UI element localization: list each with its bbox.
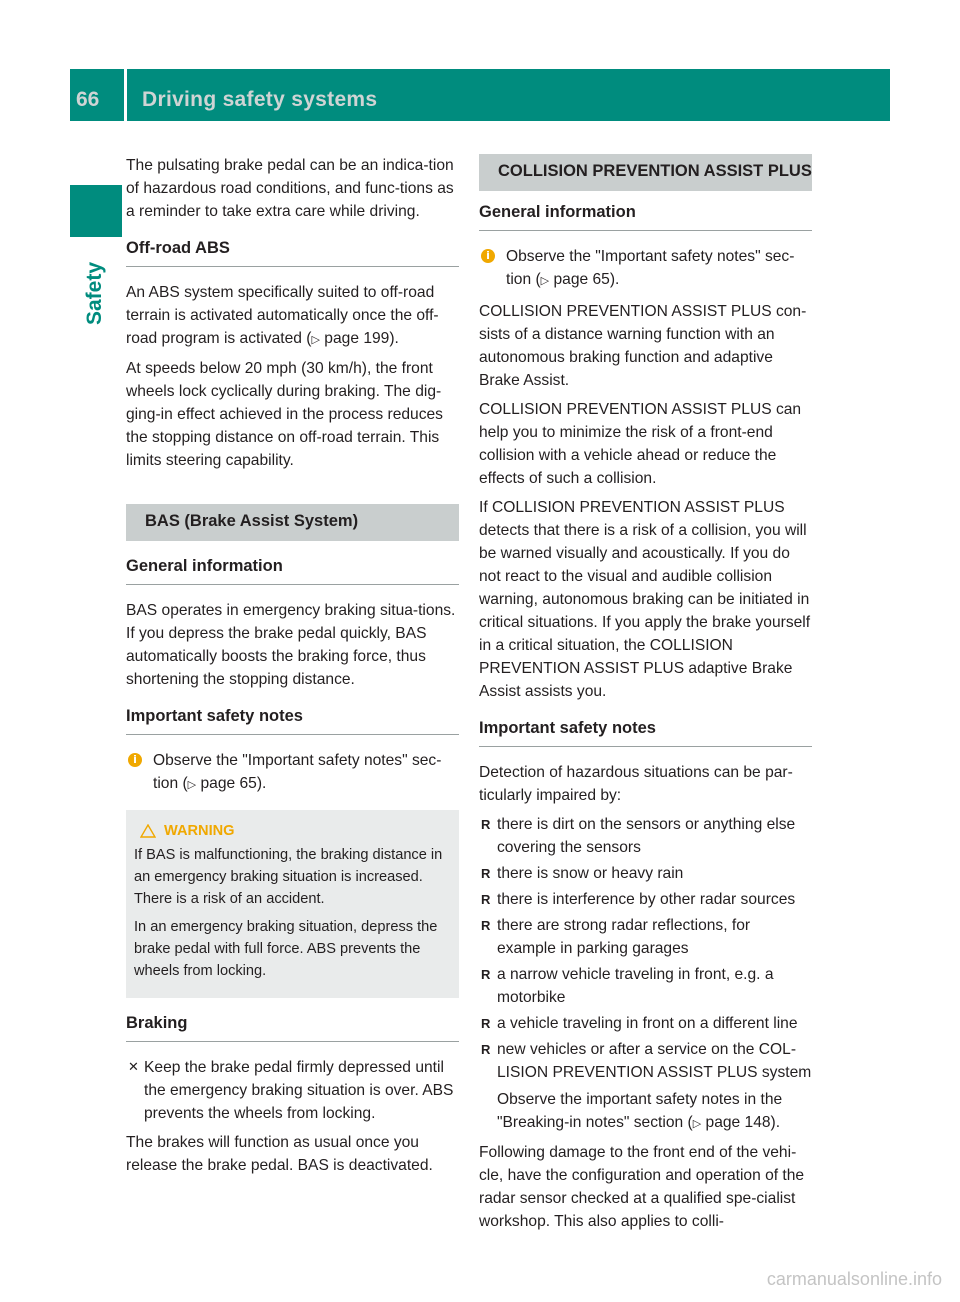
bas-general-paragraph: BAS operates in emergency braking situa-tions. If you depress the brake pedal quickly, BAS automatically boosts the braking force, thus shortening the stopping distance. — [126, 602, 456, 688]
cpa-general-heading: General information — [479, 201, 812, 231]
page-ref-link[interactable]: page 65). — [200, 775, 267, 792]
warning-box — [126, 810, 459, 998]
bas-section-heading: BAS (Brake Assist System) — [126, 504, 459, 541]
cpa-safety-note: i Observe the "Important safety notes" sec-tion (▷ page 65). — [479, 245, 812, 292]
cpa-section-heading: COLLISION PREVENTION ASSIST PLUS — [479, 154, 812, 191]
page-ref-arrow-icon: ▷ — [692, 1117, 702, 1130]
offroad-paragraph-1: An ABS system specifically suited to off-road terrain is activated automatically once the off-road program is activated (▷ page 199). — [126, 284, 439, 347]
list-item: R there is interference by other radar sources — [481, 891, 796, 908]
header-separator — [124, 69, 127, 121]
list-item: R a vehicle traveling in front on a different line — [481, 1015, 798, 1032]
list-item: R there are strong radar reflections, for example in parking garages — [481, 917, 751, 957]
page-ref-arrow-icon: ▷ — [311, 333, 320, 346]
braking-step: ✕ Keep the brake pedal firmly depressed until the emergency braking situation is over. ABS prevents the wheels from locking. — [126, 1056, 459, 1125]
side-tab-block — [70, 185, 122, 237]
cpa-paragraph-3: If COLLISION PREVENTION ASSIST PLUS detects that there is a risk of a collision, you will be warned visually and acoustically. If you do not react to the visual and audible collision warning, autonomous braking can be initiated in critical situations. If you apply the brake yourself in a critical situation, the COLLISION PREVENTION ASSIST PLUS adaptive Brake Assist assists you. — [479, 499, 811, 700]
bas-safety-note: i Observe the "Important safety notes" sec-tion (▷ page 65). — [126, 749, 459, 796]
left-column — [126, 154, 459, 1183]
cpa-safety-heading: Important safety notes — [479, 717, 812, 747]
warning-paragraph-1: If BAS is malfunctioning, the braking distance in an emergency braking situation is increased. There is a risk of an accident. — [134, 847, 443, 907]
list-item: R there is dirt on the sensors or anything else covering the sensors — [481, 816, 796, 856]
page-ref-arrow-icon: ▷ — [540, 274, 550, 287]
right-column — [479, 154, 812, 1239]
page-ref-arrow-icon: ▷ — [187, 778, 197, 791]
watermark: carmanualsonline.info — [766, 1269, 942, 1289]
braking-heading: Braking — [126, 1012, 459, 1042]
page-ref-link[interactable]: page 148). — [705, 1114, 781, 1131]
list-item: R a narrow vehicle traveling in front, e.g. a motorbike — [481, 966, 774, 1006]
warning-triangle-icon — [140, 824, 156, 838]
intro-paragraph: The pulsating brake pedal can be an indica-tion of hazardous road conditions, and func-tions as a reminder to take extra care while driving. — [126, 157, 454, 220]
list-item: R new vehicles or after a service on the COL-LISION PREVENTION ASSIST PLUS system — [481, 1041, 812, 1081]
warning-paragraph-2: In an emergency braking situation, depress the brake pedal with full force. ABS prevents the wheels from locking. — [134, 919, 438, 979]
impairment-list — [479, 813, 812, 1135]
page-ref-link[interactable]: page 199). — [324, 330, 399, 347]
page-ref-link[interactable]: page 65). — [553, 271, 620, 288]
list-item-continuation: Observe the important safety notes in the "Breaking-in notes" section (▷ page 148). — [497, 1091, 783, 1131]
page-title: Driving safety systems — [142, 88, 378, 111]
braking-paragraph: The brakes will function as usual once you release the brake pedal. BAS is deactivated. — [126, 1134, 433, 1174]
bas-safety-heading: Important safety notes — [126, 705, 459, 735]
cpa-paragraph-2: COLLISION PREVENTION ASSIST PLUS can help you to minimize the risk of a front-end collision with a vehicle ahead or reduce the effects of such a collision. — [479, 401, 802, 487]
info-icon: i — [128, 753, 142, 767]
offroad-paragraph-2: At speeds below 20 mph (30 km/h), the front wheels lock cyclically during braking. The dig-ging-in effect achieved in the process reduces the stopping distance on off-road terrain. This limits steering capability. — [126, 360, 443, 469]
step-arrow-icon: ✕ — [128, 1060, 139, 1075]
cpa-safety-intro: Detection of hazardous situations can be par-ticularly impaired by: — [479, 764, 793, 804]
info-icon: i — [481, 249, 495, 263]
bas-general-heading: General information — [126, 555, 459, 585]
final-paragraph: Following damage to the front end of the vehi-cle, have the configuration and operation of the radar sensor checked at a qualified spe-cialist workshop. This also applies to colli- — [479, 1144, 805, 1230]
page-number: 66 — [76, 88, 100, 111]
side-tab-label: Safety — [83, 261, 106, 325]
warning-header: WARNING — [134, 820, 451, 842]
list-item: R there is snow or heavy rain — [481, 865, 684, 882]
offroad-heading: Off-road ABS — [126, 237, 459, 267]
cpa-paragraph-1: COLLISION PREVENTION ASSIST PLUS con-sists of a distance warning function with an autonomous braking function and adaptive Brake Assist. — [479, 303, 807, 389]
